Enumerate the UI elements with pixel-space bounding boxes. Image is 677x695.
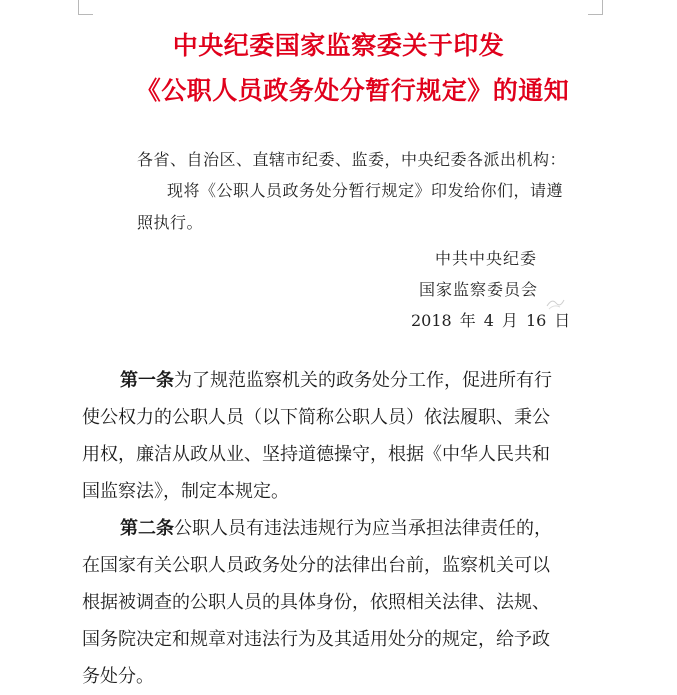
article-1-line-2: 使公权力的公职人员（以下简称公职人员）依法履职、秉公 [82,407,550,428]
article-2-line-1: 第二条公职人员有违法违规行为应当承担法律责任的， [120,518,552,539]
issuer-line1: 中共中央纪委 [435,249,538,268]
article-2-line-3: 根据被调查的公职人员的具体身份，依照相关法律、法规、 [82,592,550,613]
date-year-unit: 年 [459,311,476,330]
date-day-unit: 日 [554,311,571,330]
notice-body-line1: 现将《公职人员政务处分暂行规定》印发给你们，请遵 [167,181,564,200]
notice-title-line2: 《公职人员政务处分暂行规定》的通知 [135,76,570,105]
page-margin-mark-right [588,0,603,15]
date-month: 4 [483,311,494,330]
notice-body-line2: 照执行。 [137,213,204,232]
article-1 [82,362,602,510]
article-1-line-4: 国监察法》，制定本规定。 [82,481,289,502]
article-1-line-3: 用权，廉洁从政从业、坚持道德操守，根据《中华人民共和 [82,444,550,465]
date-year: 2018 [411,311,452,330]
date-month-unit: 月 [501,311,518,330]
notice-title-line1: 中央纪委国家监察委关于印发 [172,31,505,60]
article-1-line-1: 第一条为了规范监察机关的政务处分工作，促进所有行 [120,370,552,391]
addressee: 各省、自治区、直辖市纪委、监委，中央纪委各派出机构： [137,150,567,169]
issuer-line2: 国家监察委员会 [419,280,539,299]
article-2 [82,510,602,695]
article-1-heading: 第一条 [120,370,174,391]
page-margin-mark-left [78,0,93,15]
article-2-heading: 第二条 [120,518,174,539]
article-2-line-2: 在国家有关公职人员政务处分的法律出台前，监察机关可以 [82,555,550,576]
article-2-line-4: 国务院决定和规章对违法行为及其适用处分的规定，给予政 [82,629,550,650]
article-2-line-5: 务处分。 [82,666,154,687]
faint-seal-mark-icon [544,294,566,312]
date-day: 16 [525,311,547,330]
